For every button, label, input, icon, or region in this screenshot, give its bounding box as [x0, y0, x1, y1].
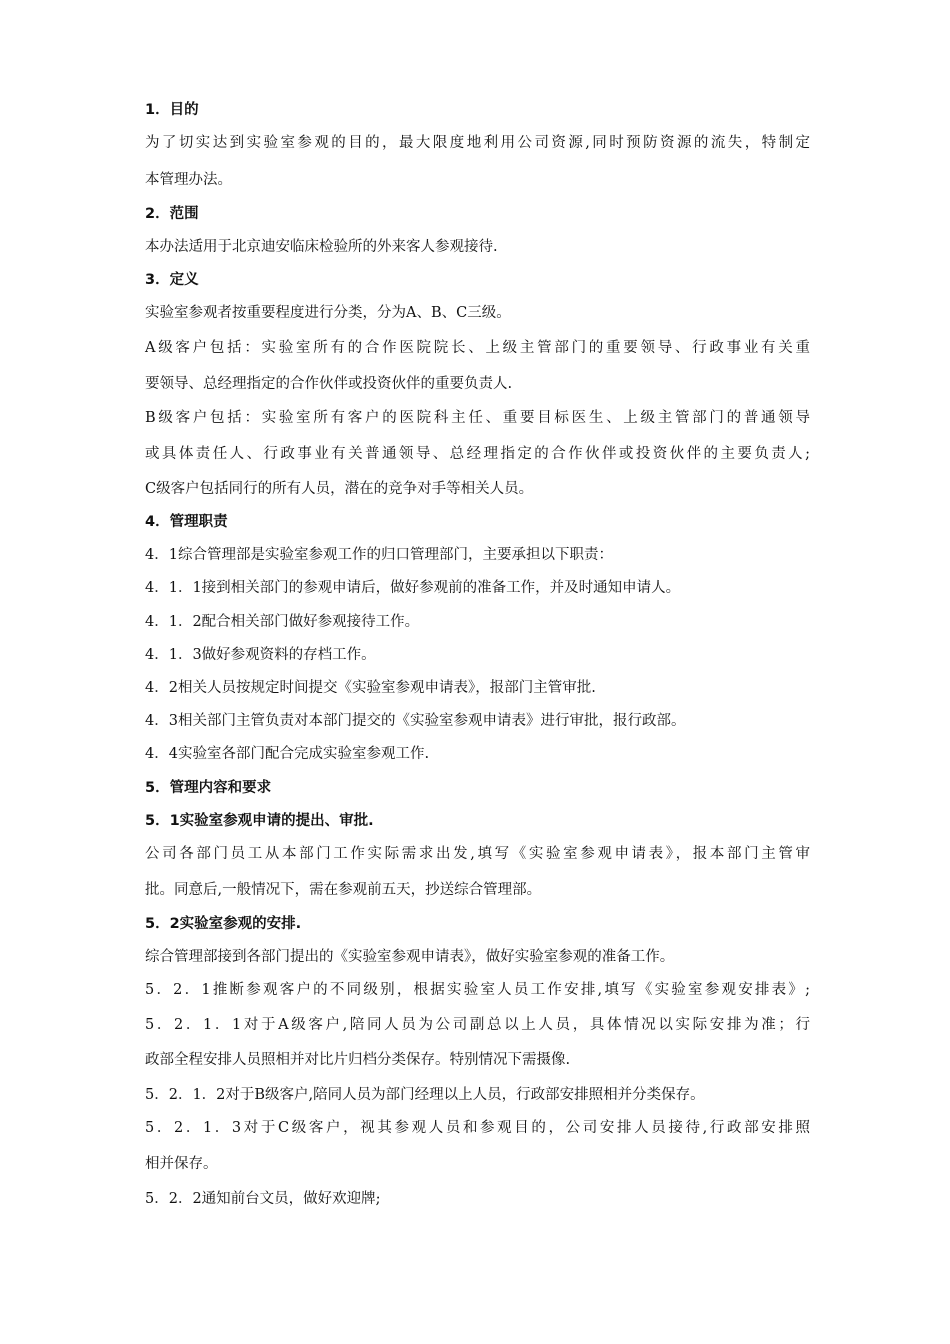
paragraph-line: 公司各部门员工从本部门工作实际需求出发,填写《实验室参观申请表》，报本部门主管审: [145, 846, 810, 862]
heading-scope: 2．范围: [145, 206, 199, 222]
heading-management-content: 5．管理内容和要求: [145, 780, 272, 796]
subheading-application: 5．1实验室参观申请的提出、审批.: [145, 813, 374, 829]
paragraph-line: 相并保存。: [145, 1156, 218, 1172]
paragraph-line: 综合管理部接到各部门提出的《实验室参观申请表》，做好实验室参观的准备工作。: [145, 949, 675, 965]
heading-responsibilities: 4．管理职责: [145, 514, 228, 530]
paragraph-line: 4．2相关人员按规定时间提交《实验室参观申请表》，报部门主管审批.: [145, 680, 596, 696]
paragraph-line: 4．3相关部门主管负责对本部门提交的《实验室参观申请表》进行审批，报行政部。: [145, 713, 686, 729]
paragraph-line: 4．1．3做好参观资料的存档工作。: [145, 647, 376, 663]
paragraph-line: 4．1综合管理部是实验室参观工作的归口管理部门，主要承担以下职责：: [145, 547, 613, 563]
paragraph-line: 5．2．1．1对于A级客户,陪同人员为公司副总以上人员，具体情况以实际安排为准；行: [145, 1017, 810, 1033]
paragraph-line: 或具体责任人、行政事业有关普通领导、总经理指定的合作伙伴或投资伙伴的主要负责人;: [145, 446, 810, 462]
paragraph-line: 5．2．2通知前台文员，做好欢迎牌;: [145, 1191, 381, 1207]
paragraph-line: 5．2．1．3对于C级客户，视其参观人员和参观目的，公司安排人员接待,行政部安排照: [145, 1120, 810, 1136]
paragraph-line: 4．4实验室各部门配合完成实验室参观工作.: [145, 746, 430, 762]
paragraph-line: 实验室参观者按重要程度进行分类，分为A、B、C三级。: [145, 305, 511, 321]
paragraph-line: 要领导、总经理指定的合作伙伴或投资伙伴的重要负责人.: [145, 376, 513, 392]
subheading-arrangement: 5．2实验室参观的安排.: [145, 916, 302, 932]
paragraph-line: 本管理办法。: [145, 172, 232, 188]
paragraph-line: 为了切实达到实验室参观的目的，最大限度地利用公司资源,同时预防资源的流失，特制定: [145, 135, 810, 151]
paragraph-line: B级客户包括：实验室所有客户的医院科主任、重要目标医生、上级主管部门的普通领导: [145, 410, 810, 426]
paragraph-line: 批。同意后,一般情况下，需在参观前五天，抄送综合管理部。: [145, 882, 542, 898]
paragraph-line: 5．2．1推断参观客户的不同级别，根据实验室人员工作安排,填写《实验室参观安排表》;: [145, 982, 810, 998]
paragraph-line: C级客户包括同行的所有人员，潜在的竞争对手等相关人员。: [145, 481, 534, 497]
paragraph-line: 4．1．1接到相关部门的参观申请后，做好参观前的准备工作，并及时通知申请人。: [145, 580, 681, 596]
paragraph-line: 5．2．1．2对于B级客户,陪同人员为部门经理以上人员，行政部安排照相并分类保存。: [145, 1087, 705, 1103]
heading-definition: 3．定义: [145, 272, 199, 288]
paragraph-line: 本办法适用于北京迪安临床检验所的外来客人参观接待.: [145, 239, 498, 255]
paragraph-line: A级客户包括：实验室所有的合作医院院长、上级主管部门的重要领导、行政事业有关重: [145, 340, 810, 356]
heading-purpose: 1．目的: [145, 102, 199, 118]
paragraph-line: 政部全程安排人员照相并对比片归档分类保存。特别情况下需摄像.: [145, 1052, 571, 1068]
paragraph-line: 4．1．2配合相关部门做好参观接待工作。: [145, 614, 420, 630]
